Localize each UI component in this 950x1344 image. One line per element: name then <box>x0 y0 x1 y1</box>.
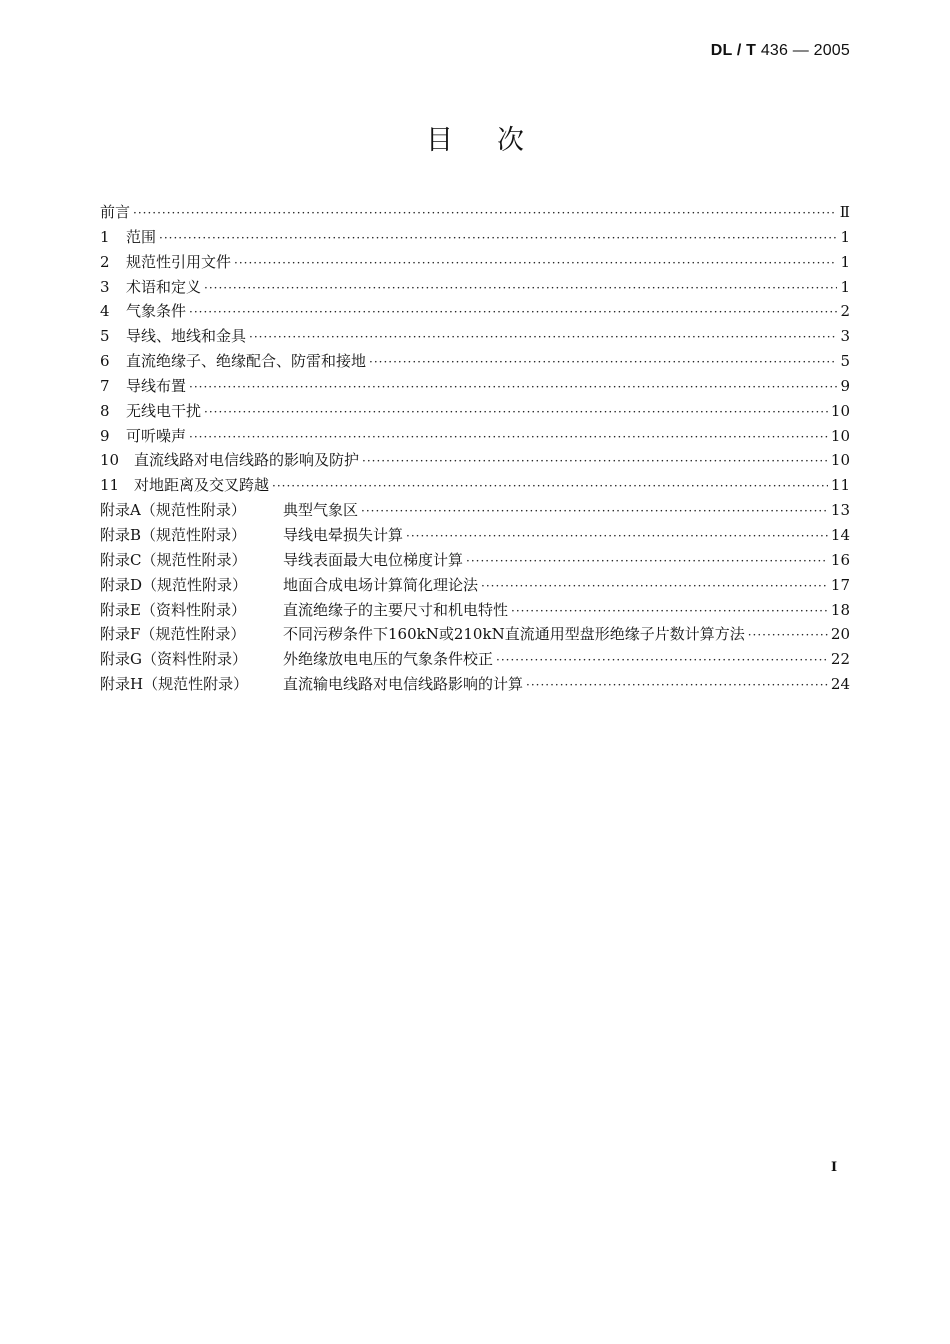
toc-item[interactable] <box>100 573 850 598</box>
page-title-part2: 次 <box>497 125 524 156</box>
toc-item-title: 前言 <box>100 203 131 221</box>
toc-item-number: 9 <box>100 426 110 445</box>
toc-leader-dots <box>361 499 828 524</box>
toc-item-title: 直流输电线路对电信线路影响的计算 <box>283 675 524 694</box>
toc-item-page: 18 <box>830 600 850 619</box>
toc-item[interactable] <box>100 424 850 449</box>
toc-item-title: 导线电晕损失计算 <box>283 525 404 544</box>
toc-item-title: 地面合成电场计算简化理论法 <box>283 575 479 594</box>
toc-item-page: 1 <box>840 252 850 271</box>
toc-item-page: 17 <box>830 575 850 594</box>
toc-item[interactable] <box>100 275 850 300</box>
toc-item[interactable] <box>100 498 850 523</box>
toc-item-title: 导线表面最大电位梯度计算 <box>283 550 464 569</box>
page-title <box>0 118 950 157</box>
toc-item-appendix-label: 附录E（资料性附录） <box>100 600 246 619</box>
toc-item[interactable] <box>100 250 850 275</box>
toc-item[interactable] <box>100 672 850 697</box>
toc-item-page: 5 <box>840 352 850 371</box>
toc-leader-dots <box>466 549 828 574</box>
toc-item[interactable] <box>100 299 850 324</box>
toc-item-title: 直流绝缘子、绝缘配合、防雷和接地 <box>126 352 367 371</box>
toc-item[interactable] <box>100 548 850 573</box>
toc-leader-dots <box>511 599 828 624</box>
toc-item-appendix-label: 附录C（规范性附录） <box>100 550 247 569</box>
toc-item-number: 3 <box>100 277 110 296</box>
toc-item-page: 13 <box>830 501 850 520</box>
page-title-part1: 目 <box>426 125 453 156</box>
toc-item-page: 11 <box>830 476 850 495</box>
toc-item-number: 7 <box>100 376 110 395</box>
toc-item-title: 不同污秽条件下160kN或210kN直流通用型盘形绝缘子片数计算方法 <box>283 625 745 644</box>
toc-item[interactable] <box>100 374 850 399</box>
toc-item-page: 1 <box>840 277 850 296</box>
toc-leader-dots <box>748 623 828 648</box>
toc-item-number: 8 <box>100 401 110 420</box>
toc-item[interactable] <box>100 647 850 672</box>
toc-item-title: 典型气象区 <box>283 501 359 520</box>
toc-leader-dots <box>159 226 837 251</box>
toc-item-page: 2 <box>840 302 850 321</box>
toc-item-page: 10 <box>830 451 850 470</box>
toc-leader-dots <box>496 648 828 673</box>
toc-item-page: 9 <box>840 376 850 395</box>
toc-item-title: 外绝缘放电电压的气象条件校正 <box>283 650 494 669</box>
toc-item-page: 10 <box>830 426 850 445</box>
toc-item-title: 直流线路对电信线路的影响及防护 <box>134 451 360 470</box>
table-of-contents <box>100 200 850 697</box>
toc-item-page: 20 <box>830 625 850 644</box>
toc-item-title: 对地距离及交叉跨越 <box>134 476 270 495</box>
toc-item-appendix-label: 附录F（规范性附录） <box>100 625 246 644</box>
toc-leader-dots <box>133 201 837 226</box>
toc-item-title: 可听噪声 <box>126 426 187 445</box>
toc-leader-dots <box>406 524 828 549</box>
toc-item-page: 3 <box>840 327 850 346</box>
toc-item-title: 无线电干扰 <box>126 401 202 420</box>
toc-item[interactable] <box>100 225 850 250</box>
toc-item-appendix-label: 附录A（规范性附录） <box>100 501 246 520</box>
toc-item-title: 气象条件 <box>126 302 187 321</box>
toc-leader-dots <box>369 350 837 375</box>
toc-leader-dots <box>204 400 828 425</box>
toc-item-title: 直流绝缘子的主要尺寸和机电特性 <box>283 600 509 619</box>
document-code <box>711 42 850 60</box>
toc-leader-dots <box>189 375 837 400</box>
toc-item[interactable] <box>100 622 850 647</box>
toc-item-number: 1 <box>100 227 110 246</box>
toc-item[interactable] <box>100 523 850 548</box>
toc-item-page: 10 <box>830 401 850 420</box>
toc-leader-dots <box>189 300 837 325</box>
toc-item[interactable] <box>100 473 850 498</box>
toc-leader-dots <box>481 574 828 599</box>
toc-item-title: 范围 <box>126 227 157 246</box>
toc-leader-dots <box>526 673 828 698</box>
toc-item[interactable] <box>100 200 850 225</box>
toc-leader-dots <box>249 325 837 350</box>
toc-item-page: 1 <box>840 227 850 246</box>
toc-item-number: 4 <box>100 302 110 321</box>
toc-item-title: 术语和定义 <box>126 277 202 296</box>
toc-leader-dots <box>204 276 837 301</box>
document-code-prefix: DL / T <box>710 42 757 59</box>
toc-item-appendix-label: 附录B（规范性附录） <box>100 525 247 544</box>
toc-item-number: 6 <box>100 352 110 371</box>
toc-item-number: 10 <box>100 451 120 470</box>
toc-leader-dots <box>234 251 837 276</box>
toc-item[interactable] <box>100 448 850 473</box>
toc-leader-dots <box>362 449 828 474</box>
toc-leader-dots <box>189 425 828 450</box>
toc-item-appendix-label: 附录D（规范性附录） <box>100 575 248 594</box>
toc-item-title: 规范性引用文件 <box>126 252 232 271</box>
toc-leader-dots <box>272 474 828 499</box>
toc-item-number: 2 <box>100 252 110 271</box>
toc-item[interactable] <box>100 324 850 349</box>
toc-item-title: 导线、地线和金具 <box>126 327 247 346</box>
toc-item[interactable] <box>100 349 850 374</box>
toc-item-page: 14 <box>830 525 850 544</box>
toc-item[interactable] <box>100 598 850 623</box>
document-code-number: 436 — 2005 <box>760 42 850 59</box>
toc-item-page: 16 <box>830 550 850 569</box>
toc-item-appendix-label: 附录G（资料性附录） <box>100 650 247 669</box>
toc-item-number: 11 <box>100 476 120 495</box>
toc-item-page: Ⅱ <box>839 203 850 221</box>
page-number: I <box>831 1160 838 1175</box>
toc-item-number: 5 <box>100 327 110 346</box>
toc-item-title: 导线布置 <box>126 376 187 395</box>
toc-item-page: 24 <box>830 675 850 694</box>
toc-item-page: 22 <box>830 650 850 669</box>
toc-item[interactable] <box>100 399 850 424</box>
toc-item-appendix-label: 附录H（规范性附录） <box>100 675 249 694</box>
